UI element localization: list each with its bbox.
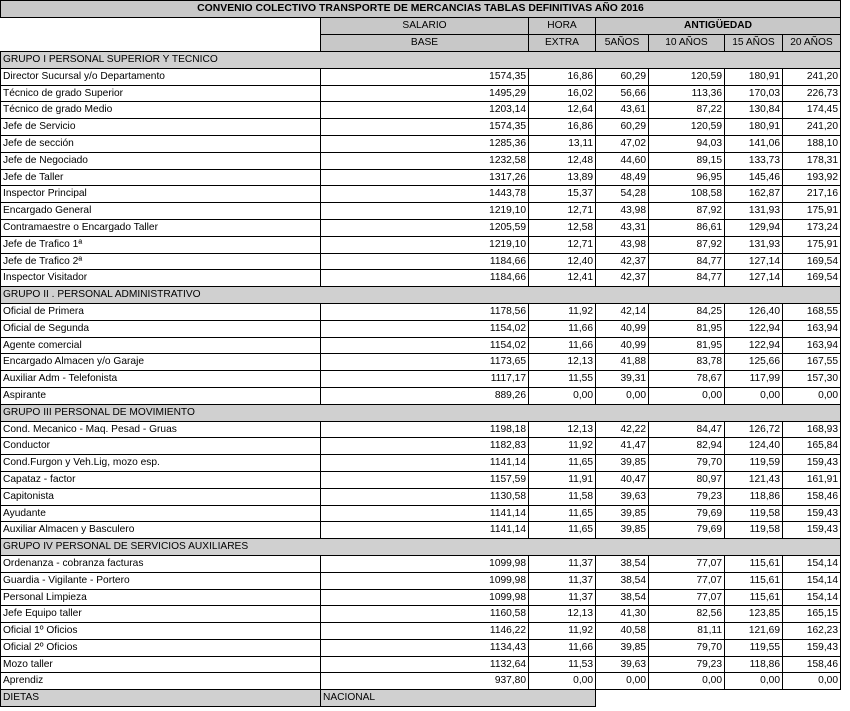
antiguedad-5-cell: 0,00 (596, 673, 649, 690)
table-row (1, 354, 841, 371)
row-label: Oficial de Segunda (1, 320, 321, 337)
antiguedad-10-cell: 96,95 (649, 169, 725, 186)
antiguedad-15-cell: 122,94 (725, 320, 783, 337)
antiguedad-5-cell: 47,02 (596, 135, 649, 152)
salario-base-cell: 1205,59 (321, 219, 529, 236)
salario-base-cell: 1141,14 (321, 522, 529, 539)
row-label: Técnico de grado Superior (1, 85, 321, 102)
antiguedad-15-cell: 118,86 (725, 488, 783, 505)
row-label: Encargado General (1, 203, 321, 220)
year-header-5: 5AÑOS (596, 35, 649, 52)
salario-base-cell: 1157,59 (321, 471, 529, 488)
hora-extra-cell: 11,92 (529, 438, 596, 455)
antiguedad-20-cell: 0,00 (783, 387, 841, 404)
row-label: Ordenanza - cobranza facturas (1, 555, 321, 572)
antiguedad-20-cell: 241,20 (783, 119, 841, 136)
antiguedad-5-cell: 43,98 (596, 203, 649, 220)
row-label: Auxiliar Adm - Telefonista (1, 371, 321, 388)
footer-blank (596, 690, 841, 707)
antiguedad-20-cell: 158,46 (783, 656, 841, 673)
row-label: Jefe Equipo taller (1, 606, 321, 623)
hora-extra-cell: 12,58 (529, 219, 596, 236)
group-header: GRUPO II . PERSONAL ADMINISTRATIVO (1, 287, 841, 304)
antiguedad-10-cell: 84,25 (649, 303, 725, 320)
row-label: Jefe de Servicio (1, 119, 321, 136)
antiguedad-10-cell: 83,78 (649, 354, 725, 371)
antiguedad-15-cell: 125,66 (725, 354, 783, 371)
antiguedad-15-cell: 127,14 (725, 253, 783, 270)
antiguedad-10-cell: 108,58 (649, 186, 725, 203)
antiguedad-10-cell: 79,23 (649, 656, 725, 673)
hora-extra-cell: 11,65 (529, 455, 596, 472)
row-label: Inspector Principal (1, 186, 321, 203)
antiguedad-15-cell: 162,87 (725, 186, 783, 203)
antiguedad-15-cell: 131,93 (725, 236, 783, 253)
antiguedad-10-cell: 87,92 (649, 236, 725, 253)
salario-base-cell: 1178,56 (321, 303, 529, 320)
salario-base-cell: 1099,98 (321, 555, 529, 572)
hora-extra-cell: 12,13 (529, 354, 596, 371)
antiguedad-10-cell: 84,77 (649, 270, 725, 287)
antiguedad-5-cell: 39,85 (596, 639, 649, 656)
salario-header-2: BASE (321, 35, 529, 52)
salario-base-cell: 1134,43 (321, 639, 529, 656)
row-label: Jefe de sección (1, 135, 321, 152)
antiguedad-15-cell: 0,00 (725, 387, 783, 404)
antiguedad-10-cell: 77,07 (649, 572, 725, 589)
antiguedad-5-cell: 60,29 (596, 68, 649, 85)
antiguedad-15-cell: 126,72 (725, 421, 783, 438)
salario-base-cell: 1285,36 (321, 135, 529, 152)
antiguedad-10-cell: 78,67 (649, 371, 725, 388)
group-header: GRUPO I PERSONAL SUPERIOR Y TECNICO (1, 52, 841, 69)
antiguedad-10-cell: 79,70 (649, 639, 725, 656)
hora-extra-cell: 11,55 (529, 371, 596, 388)
antiguedad-10-cell: 0,00 (649, 673, 725, 690)
antiguedad-5-cell: 39,85 (596, 505, 649, 522)
table-row (1, 623, 841, 640)
antiguedad-15-cell: 124,40 (725, 438, 783, 455)
salario-base-cell: 1443,78 (321, 186, 529, 203)
salario-base-cell: 1184,66 (321, 253, 529, 270)
salario-base-cell: 1146,22 (321, 623, 529, 640)
table-row (1, 639, 841, 656)
salario-base-cell: 1160,58 (321, 606, 529, 623)
antiguedad-5-cell: 40,99 (596, 337, 649, 354)
table-row (1, 169, 841, 186)
antiguedad-10-cell: 82,56 (649, 606, 725, 623)
salario-base-cell: 1173,65 (321, 354, 529, 371)
antiguedad-20-cell: 226,73 (783, 85, 841, 102)
antiguedad-20-cell: 168,55 (783, 303, 841, 320)
antiguedad-15-cell: 131,93 (725, 203, 783, 220)
hora-extra-cell: 11,37 (529, 572, 596, 589)
antiguedad-5-cell: 42,37 (596, 253, 649, 270)
antiguedad-20-cell: 159,43 (783, 505, 841, 522)
group-header: GRUPO IV PERSONAL DE SERVICIOS AUXILIARES (1, 539, 841, 556)
salario-base-cell: 1154,02 (321, 320, 529, 337)
header-blank (1, 18, 321, 35)
antiguedad-15-cell: 180,91 (725, 68, 783, 85)
antiguedad-20-cell: 165,15 (783, 606, 841, 623)
antiguedad-5-cell: 48,49 (596, 169, 649, 186)
hora-extra-cell: 0,00 (529, 673, 596, 690)
table-row (1, 253, 841, 270)
hora-extra-cell: 16,86 (529, 68, 596, 85)
table-row (1, 673, 841, 690)
table-row (1, 488, 841, 505)
salario-base-cell: 889,26 (321, 387, 529, 404)
antiguedad-10-cell: 84,77 (649, 253, 725, 270)
antiguedad-20-cell: 188,10 (783, 135, 841, 152)
hora-extra-cell: 13,89 (529, 169, 596, 186)
antiguedad-10-cell: 79,70 (649, 455, 725, 472)
antiguedad-10-cell: 86,61 (649, 219, 725, 236)
table-row (1, 455, 841, 472)
hora-extra-cell: 12,71 (529, 203, 596, 220)
table-row (1, 119, 841, 136)
table-row (1, 421, 841, 438)
table-row (1, 505, 841, 522)
table-row (1, 102, 841, 119)
antiguedad-15-cell: 129,94 (725, 219, 783, 236)
antiguedad-5-cell: 42,22 (596, 421, 649, 438)
antiguedad-20-cell: 159,43 (783, 639, 841, 656)
row-label: Guardia - Vigilante - Portero (1, 572, 321, 589)
table-row (1, 337, 841, 354)
year-header-20: 20 AÑOS (783, 35, 841, 52)
antiguedad-5-cell: 43,98 (596, 236, 649, 253)
table-row (1, 68, 841, 85)
salario-base-cell: 1117,17 (321, 371, 529, 388)
antiguedad-10-cell: 120,59 (649, 119, 725, 136)
antiguedad-10-cell: 81,95 (649, 320, 725, 337)
row-label: Jefe de Trafico 2ª (1, 253, 321, 270)
salario-base-cell: 1132,64 (321, 656, 529, 673)
antiguedad-10-cell: 87,22 (649, 102, 725, 119)
antiguedad-15-cell: 0,00 (725, 673, 783, 690)
table-row (1, 471, 841, 488)
hora-extra-cell: 11,91 (529, 471, 596, 488)
antiguedad-15-cell: 115,61 (725, 555, 783, 572)
antiguedad-20-cell: 173,24 (783, 219, 841, 236)
row-label: Encargado Almacen y/o Garaje (1, 354, 321, 371)
row-label: Inspector Visitador (1, 270, 321, 287)
hora-extra-cell: 16,02 (529, 85, 596, 102)
hora-extra-cell: 11,65 (529, 522, 596, 539)
antiguedad-10-cell: 81,95 (649, 337, 725, 354)
hora-extra-cell: 12,13 (529, 421, 596, 438)
antiguedad-5-cell: 39,63 (596, 656, 649, 673)
table-row (1, 186, 841, 203)
antiguedad-5-cell: 38,54 (596, 589, 649, 606)
antiguedad-5-cell: 39,85 (596, 522, 649, 539)
table-row (1, 438, 841, 455)
salario-base-cell: 1198,18 (321, 421, 529, 438)
hora-extra-cell: 11,66 (529, 337, 596, 354)
table-row (1, 572, 841, 589)
table-row (1, 85, 841, 102)
antiguedad-20-cell: 241,20 (783, 68, 841, 85)
row-label: Jefe de Trafico 1ª (1, 236, 321, 253)
hora-extra-cell: 11,66 (529, 639, 596, 656)
table-row (1, 320, 841, 337)
antiguedad-20-cell: 158,46 (783, 488, 841, 505)
salario-base-cell: 1154,02 (321, 337, 529, 354)
antiguedad-15-cell: 115,61 (725, 589, 783, 606)
row-label: Oficial 1º Oficios (1, 623, 321, 640)
antiguedad-15-cell: 119,58 (725, 505, 783, 522)
salario-base-cell: 1317,26 (321, 169, 529, 186)
hora-header-2: EXTRA (529, 35, 596, 52)
row-label: Aspirante (1, 387, 321, 404)
table-row (1, 135, 841, 152)
table-row (1, 522, 841, 539)
antiguedad-5-cell: 40,58 (596, 623, 649, 640)
antiguedad-15-cell: 115,61 (725, 572, 783, 589)
antiguedad-5-cell: 44,60 (596, 152, 649, 169)
antiguedad-15-cell: 121,43 (725, 471, 783, 488)
antiguedad-20-cell: 169,54 (783, 270, 841, 287)
dietas-value: NACIONAL (321, 690, 596, 707)
antiguedad-15-cell: 119,55 (725, 639, 783, 656)
salario-base-cell: 1182,83 (321, 438, 529, 455)
antiguedad-5-cell: 42,14 (596, 303, 649, 320)
antiguedad-10-cell: 79,23 (649, 488, 725, 505)
row-label: Auxiliar Almacen y Basculero (1, 522, 321, 539)
antiguedad-10-cell: 82,94 (649, 438, 725, 455)
antiguedad-20-cell: 193,92 (783, 169, 841, 186)
antiguedad-5-cell: 43,31 (596, 219, 649, 236)
salario-base-cell: 1219,10 (321, 236, 529, 253)
antiguedad-5-cell: 38,54 (596, 572, 649, 589)
antiguedad-15-cell: 123,85 (725, 606, 783, 623)
hora-extra-cell: 11,53 (529, 656, 596, 673)
salario-base-cell: 1099,98 (321, 589, 529, 606)
antiguedad-10-cell: 120,59 (649, 68, 725, 85)
row-label: Cond.Furgon y Veh.Lig, mozo esp. (1, 455, 321, 472)
antiguedad-20-cell: 169,54 (783, 253, 841, 270)
antiguedad-10-cell: 77,07 (649, 555, 725, 572)
antiguedad-5-cell: 40,47 (596, 471, 649, 488)
antiguedad-15-cell: 180,91 (725, 119, 783, 136)
antiguedad-20-cell: 161,91 (783, 471, 841, 488)
table-row (1, 236, 841, 253)
salario-base-cell: 1574,35 (321, 68, 529, 85)
year-header-15: 15 AÑOS (725, 35, 783, 52)
hora-extra-cell: 12,48 (529, 152, 596, 169)
antiguedad-10-cell: 81,11 (649, 623, 725, 640)
table-row (1, 606, 841, 623)
row-label: Director Sucursal y/o Departamento (1, 68, 321, 85)
salario-base-cell: 1219,10 (321, 203, 529, 220)
antiguedad-10-cell: 89,15 (649, 152, 725, 169)
antiguedad-20-cell: 163,94 (783, 320, 841, 337)
antiguedad-15-cell: 130,84 (725, 102, 783, 119)
antiguedad-10-cell: 94,03 (649, 135, 725, 152)
antiguedad-20-cell: 0,00 (783, 673, 841, 690)
hora-extra-cell: 12,71 (529, 236, 596, 253)
antiguedad-5-cell: 41,88 (596, 354, 649, 371)
antiguedad-15-cell: 126,40 (725, 303, 783, 320)
hora-extra-cell: 0,00 (529, 387, 596, 404)
hora-extra-cell: 12,64 (529, 102, 596, 119)
group-header: GRUPO III PERSONAL DE MOVIMIENTO (1, 404, 841, 421)
row-label: Capataz - factor (1, 471, 321, 488)
salario-base-cell: 1184,66 (321, 270, 529, 287)
antiguedad-15-cell: 145,46 (725, 169, 783, 186)
hora-extra-cell: 12,41 (529, 270, 596, 287)
table-row (1, 656, 841, 673)
hora-header-1: HORA (529, 18, 596, 35)
salario-base-cell: 1141,14 (321, 505, 529, 522)
salario-base-cell: 1574,35 (321, 119, 529, 136)
salario-base-cell: 1141,14 (321, 455, 529, 472)
table-row (1, 270, 841, 287)
antiguedad-20-cell: 157,30 (783, 371, 841, 388)
salario-base-cell: 1232,58 (321, 152, 529, 169)
hora-extra-cell: 11,58 (529, 488, 596, 505)
table-row (1, 589, 841, 606)
antiguedad-20-cell: 168,93 (783, 421, 841, 438)
antiguedad-5-cell: 39,63 (596, 488, 649, 505)
row-label: Aprendiz (1, 673, 321, 690)
hora-extra-cell: 12,13 (529, 606, 596, 623)
hora-extra-cell: 11,37 (529, 589, 596, 606)
antiguedad-20-cell: 175,91 (783, 236, 841, 253)
table-title: CONVENIO COLECTIVO TRANSPORTE DE MERCANCIAS TABLAS DEFINITIVAS AÑO 2016 (1, 1, 841, 18)
header-blank-2 (1, 35, 321, 52)
antiguedad-5-cell: 41,30 (596, 606, 649, 623)
salario-base-cell: 1203,14 (321, 102, 529, 119)
antiguedad-15-cell: 170,03 (725, 85, 783, 102)
hora-extra-cell: 11,92 (529, 623, 596, 640)
salario-base-cell: 1130,58 (321, 488, 529, 505)
hora-extra-cell: 11,92 (529, 303, 596, 320)
salario-header-1: SALARIO (321, 18, 529, 35)
antiguedad-15-cell: 121,69 (725, 623, 783, 640)
antiguedad-5-cell: 40,99 (596, 320, 649, 337)
row-label: Mozo taller (1, 656, 321, 673)
antiguedad-20-cell: 159,43 (783, 455, 841, 472)
antiguedad-10-cell: 87,92 (649, 203, 725, 220)
antiguedad-20-cell: 154,14 (783, 555, 841, 572)
dietas-label: DIETAS (1, 690, 321, 707)
salario-base-cell: 937,80 (321, 673, 529, 690)
antiguedad-15-cell: 133,73 (725, 152, 783, 169)
hora-extra-cell: 16,86 (529, 119, 596, 136)
table-row (1, 371, 841, 388)
row-label: Ayudante (1, 505, 321, 522)
antiguedad-20-cell: 165,84 (783, 438, 841, 455)
year-header-10: 10 AÑOS (649, 35, 725, 52)
row-label: Personal Limpieza (1, 589, 321, 606)
antiguedad-5-cell: 56,66 (596, 85, 649, 102)
antiguedad-5-cell: 0,00 (596, 387, 649, 404)
salario-base-cell: 1099,98 (321, 572, 529, 589)
row-label: Jefe de Taller (1, 169, 321, 186)
antiguedad-15-cell: 127,14 (725, 270, 783, 287)
row-label: Oficial 2º Oficios (1, 639, 321, 656)
antiguedad-10-cell: 0,00 (649, 387, 725, 404)
antiguedad-5-cell: 42,37 (596, 270, 649, 287)
table-row (1, 203, 841, 220)
antiguedad-5-cell: 39,31 (596, 371, 649, 388)
antiguedad-20-cell: 163,94 (783, 337, 841, 354)
salario-base-cell: 1495,29 (321, 85, 529, 102)
antiguedad-15-cell: 118,86 (725, 656, 783, 673)
hora-extra-cell: 15,37 (529, 186, 596, 203)
row-label: Conductor (1, 438, 321, 455)
row-label: Agente comercial (1, 337, 321, 354)
row-label: Cond. Mecanico - Maq. Pesad - Gruas (1, 421, 321, 438)
antiguedad-10-cell: 80,97 (649, 471, 725, 488)
antiguedad-10-cell: 79,69 (649, 522, 725, 539)
antiguedad-20-cell: 217,16 (783, 186, 841, 203)
antiguedad-10-cell: 79,69 (649, 505, 725, 522)
antiguedad-10-cell: 77,07 (649, 589, 725, 606)
row-label: Capitonista (1, 488, 321, 505)
antiguedad-20-cell: 167,55 (783, 354, 841, 371)
antiguedad-15-cell: 119,58 (725, 522, 783, 539)
row-label: Técnico de grado Medio (1, 102, 321, 119)
antiguedad-20-cell: 162,23 (783, 623, 841, 640)
antiguedad-20-cell: 154,14 (783, 572, 841, 589)
row-label: Jefe de Negociado (1, 152, 321, 169)
hora-extra-cell: 11,65 (529, 505, 596, 522)
hora-extra-cell: 13,11 (529, 135, 596, 152)
table-row (1, 387, 841, 404)
antiguedad-15-cell: 117,99 (725, 371, 783, 388)
antiguedad-20-cell: 159,43 (783, 522, 841, 539)
antiguedad-5-cell: 41,47 (596, 438, 649, 455)
antiguedad-15-cell: 122,94 (725, 337, 783, 354)
antiguedad-15-cell: 119,59 (725, 455, 783, 472)
antiguedad-10-cell: 113,36 (649, 85, 725, 102)
antiguedad-5-cell: 38,54 (596, 555, 649, 572)
table-row (1, 555, 841, 572)
antiguedad-20-cell: 174,45 (783, 102, 841, 119)
row-label: Oficial de Primera (1, 303, 321, 320)
antiguedad-20-cell: 154,14 (783, 589, 841, 606)
antiguedad-10-cell: 84,47 (649, 421, 725, 438)
antiguedad-header: ANTIGÜEDAD (596, 18, 841, 35)
antiguedad-20-cell: 178,31 (783, 152, 841, 169)
hora-extra-cell: 11,66 (529, 320, 596, 337)
table-row (1, 152, 841, 169)
hora-extra-cell: 12,40 (529, 253, 596, 270)
antiguedad-5-cell: 39,85 (596, 455, 649, 472)
antiguedad-5-cell: 60,29 (596, 119, 649, 136)
table-row (1, 219, 841, 236)
hora-extra-cell: 11,37 (529, 555, 596, 572)
table-row (1, 303, 841, 320)
row-label: Contramaestre o Encargado Taller (1, 219, 321, 236)
antiguedad-20-cell: 175,91 (783, 203, 841, 220)
antiguedad-15-cell: 141,06 (725, 135, 783, 152)
antiguedad-5-cell: 43,61 (596, 102, 649, 119)
antiguedad-5-cell: 54,28 (596, 186, 649, 203)
